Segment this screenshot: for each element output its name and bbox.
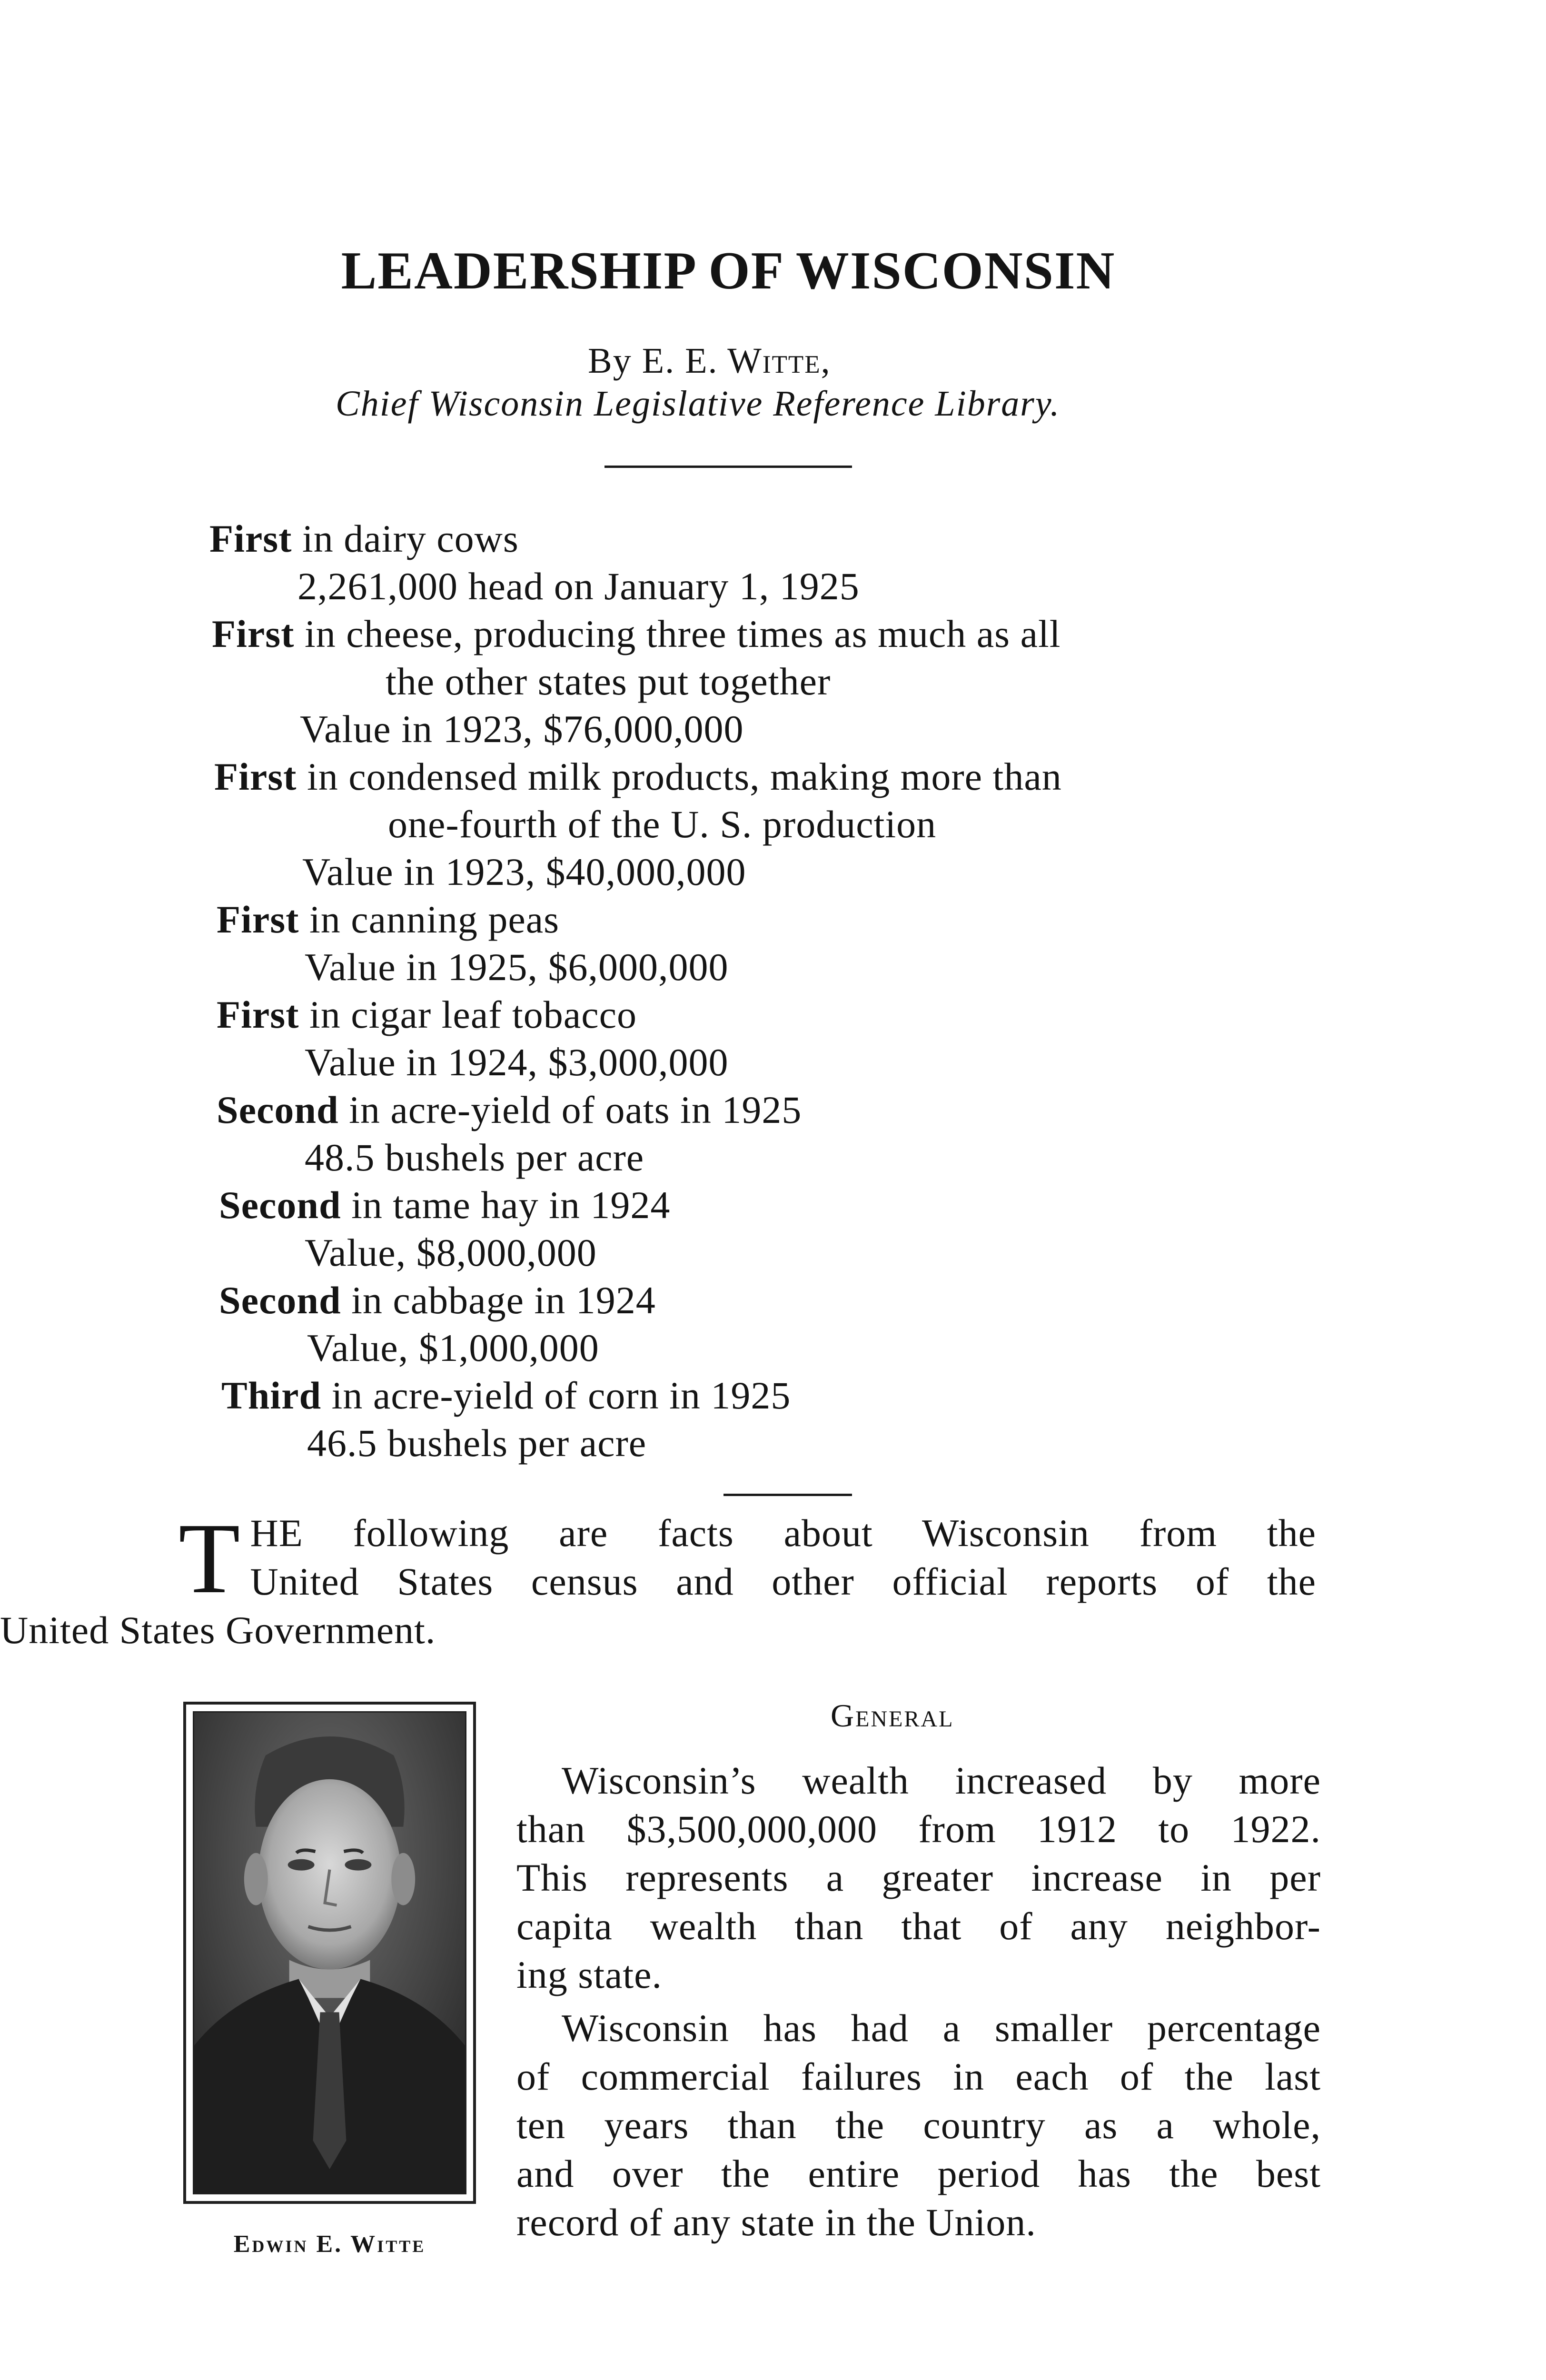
general-paragraph-2	[516, 2004, 1321, 2247]
ranking-item-4	[217, 897, 559, 942]
intro-line: United States Government.	[0, 1608, 436, 1652]
ranking-detail: Value in 1923, $76,000,000	[300, 707, 744, 751]
ranking-detail: 46.5 bushels per acre	[307, 1421, 647, 1465]
ranking-text: in tame hay in 1924	[341, 1183, 671, 1227]
para-line: This represents a greater increase in per	[516, 1856, 1321, 1899]
byline-affiliation: Chief Wisconsin Legislative Reference Library.	[336, 384, 1060, 424]
ranking-text: in acre-yield of corn in 1925	[321, 1374, 791, 1417]
ranking-detail: Value in 1924, $3,000,000	[305, 1041, 729, 1084]
ranking-rank: Second	[219, 1183, 341, 1227]
para-line: and over the entire period has the best	[516, 2152, 1321, 2195]
para-line: Wisconsin’s wealth increased by more	[562, 1759, 1321, 1802]
drop-cap: T	[178, 1502, 241, 1614]
ranking-item-3	[214, 754, 1062, 799]
ranking-text: in dairy cows	[292, 517, 519, 560]
ranking-item-2	[212, 612, 1061, 656]
divider-middle	[723, 1494, 852, 1496]
ranking-rank: First	[217, 898, 299, 941]
ranking-rank: Third	[221, 1374, 322, 1417]
para-line: record of any state in the Union.	[516, 2201, 1036, 2244]
ranking-text: in cigar leaf tobacco	[299, 993, 637, 1036]
ranking-rank: First	[209, 517, 292, 560]
ranking-rank: First	[214, 755, 297, 798]
ranking-item-7	[219, 1183, 670, 1228]
ranking-rank: Second	[217, 1088, 339, 1131]
ranking-detail: Value, $8,000,000	[305, 1231, 597, 1274]
intro-line: United States census and other official reports of the	[250, 1560, 1316, 1603]
portrait-photo	[193, 1711, 466, 2194]
byline	[588, 340, 831, 382]
section-heading: General	[831, 1697, 954, 1734]
para-line: ten years than the country as a whole,	[516, 2103, 1321, 2147]
intro-paragraph	[0, 1502, 1316, 1655]
para-line: than $3,500,000,000 from 1912 to 1922.	[516, 1807, 1321, 1851]
ranking-detail: Value, $1,000,000	[307, 1326, 599, 1369]
ranking-detail: Value in 1925, $6,000,000	[305, 945, 729, 989]
ranking-text: in cheese, producing three times as much as all	[294, 612, 1061, 655]
ranking-text: in condensed milk products, making more than	[297, 755, 1062, 798]
photo-caption: Edwin E. Witte	[233, 2231, 426, 2258]
portrait-image	[194, 1713, 465, 2193]
ranking-text: in cabbage in 1924	[341, 1279, 656, 1322]
ranking-item-9	[221, 1373, 791, 1418]
ranking-item-6	[217, 1088, 802, 1132]
ranking-item-1	[209, 516, 519, 561]
ranking-continuation: the other states put together	[386, 660, 831, 703]
ranking-continuation: one-fourth of the U. S. production	[388, 803, 937, 846]
ranking-detail: 48.5 bushels per acre	[305, 1136, 644, 1179]
para-line: capita wealth than that of any neighbor-	[516, 1904, 1321, 1948]
byline-author: E. E. Witte,	[642, 341, 831, 381]
portrait-frame	[183, 1702, 476, 2204]
general-paragraph-1	[516, 1756, 1321, 1999]
ranking-item-8	[219, 1278, 656, 1323]
para-line: Wisconsin has had a smaller percentage	[562, 2006, 1321, 2050]
ranking-detail: Value in 1923, $40,000,000	[302, 850, 746, 893]
byline-by: By	[588, 341, 642, 381]
para-line: of commercial failures in each of the last	[516, 2055, 1321, 2098]
para-line: ing state.	[516, 1953, 663, 1996]
ranking-text: in acre-yield of oats in 1925	[338, 1088, 802, 1131]
divider-top	[605, 466, 852, 468]
ranking-rank: First	[212, 612, 295, 655]
ranking-detail: 2,261,000 head on January 1, 1925	[297, 565, 860, 608]
ranking-text: in canning peas	[299, 898, 560, 941]
ranking-rank: First	[217, 993, 299, 1036]
ranking-rank: Second	[219, 1279, 341, 1322]
intro-line: HE following are facts about Wisconsin from the	[250, 1511, 1316, 1555]
page-title: LEADERSHIP OF WISCONSIN	[341, 241, 1116, 300]
ranking-item-5	[217, 992, 637, 1037]
